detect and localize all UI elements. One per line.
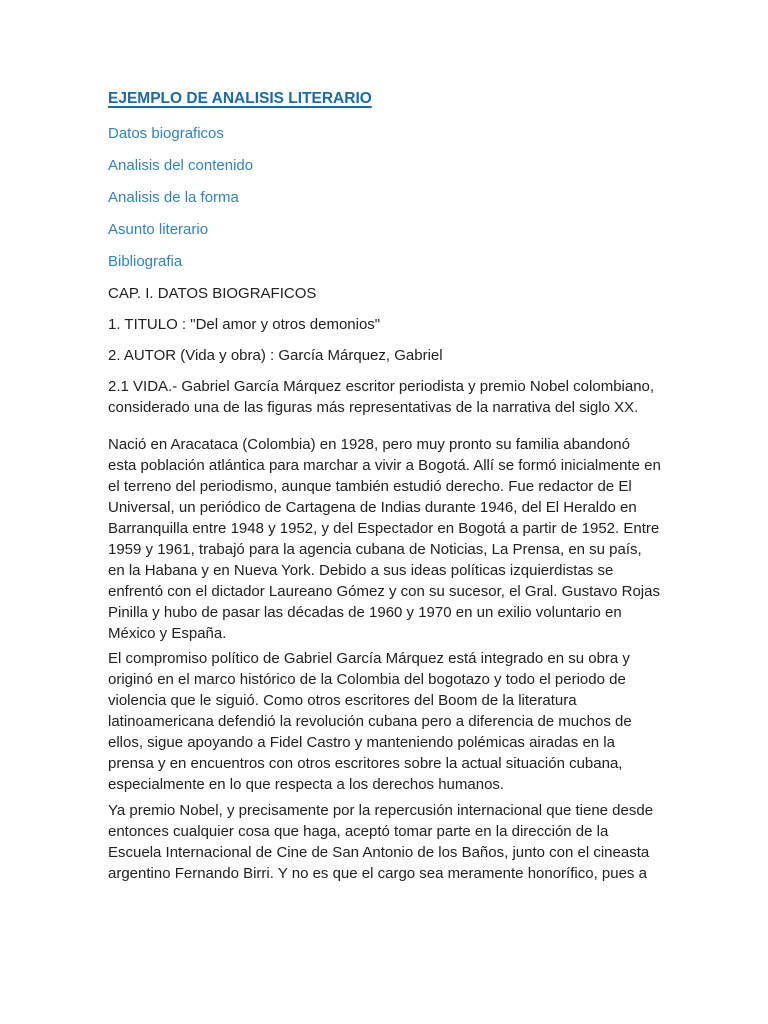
toc-link-analisis-del-contenido[interactable]: Analisis del contenido xyxy=(108,157,254,174)
toc-item xyxy=(108,251,662,272)
nobel-paragraph: Ya premio Nobel, y precisamente por la repercusión internacional que tiene desde entonces cualquier cosa que haga, aceptó tomar parte en la dirección de la Escuela Internacional de Cine de San Antonio de los Baños, junto con el cineasta argentino Fernando Birri. Y no es que el cargo sea meramente honorífico, pues a xyxy=(108,802,654,882)
toc-link-asunto-literario[interactable]: Asunto literario xyxy=(108,221,209,238)
chapter-heading: CAP. I. DATOS BIOGRAFICOS xyxy=(108,285,317,302)
toc-item xyxy=(108,123,662,144)
political-commitment-paragraph: El compromiso político de Gabriel García Márquez está integrado en su obra y originó en el marco histórico de la Colombia del bogotazo y todo el periodo de violencia que le siguió. Como otros escritores del Boom de la literatura latinoamericana defendió la revolución cubana pero a diferencia de muchos de ellos, sigue apoyando a Fidel Castro y manteniendo polémicas airadas en la prensa y en encuentros con otros escritores sobre la actual situación cubana, especialmente en lo que respecta a los derechos humanos. xyxy=(108,650,632,793)
author-line: 2. AUTOR (Vida y obra) : García Márquez, Gabriel xyxy=(108,347,443,364)
document-title-link[interactable]: EJEMPLO DE ANALISIS LITERARIO xyxy=(108,90,372,107)
vida-intro-paragraph: 2.1 VIDA.- Gabriel García Márquez escritor periodista y premio Nobel colombiano, considerado una de las figuras más representativas de la narrativa del siglo XX. xyxy=(108,378,655,416)
toc-item xyxy=(108,155,662,176)
toc-item xyxy=(108,187,662,208)
biography-paragraph: Nació en Aracataca (Colombia) en 1928, pero muy pronto su familia abandonó esta población atlántica para marchar a vivir a Bogotá. Allí se formó inicialmente en el terreno del periodismo, aunque también estudió derecho. Fue redactor de El Universal, un periódico de Cartagena de Indias durante 1946, del El Heraldo en Barranquilla entre 1948 y 1952, y del Espectador en Bogotá a partir de 1952. Entre 1959 y 1961, trabajó para la agencia cubana de Noticias, La Prensa, en su país, en la Habana y en Nueva York. Debido a sus ideas políticas izquierdistas se enfrentó con el dictador Laureano Gómez y con su sucesor, el Gral. Gustavo Rojas Pinilla y hubo de pasar las décadas de 1960 y 1970 en un exilio voluntario en México y España. xyxy=(108,436,661,642)
toc-link-analisis-de-la-forma[interactable]: Analisis de la forma xyxy=(108,189,239,206)
title-line: 1. TITULO : "Del amor y otros demonios" xyxy=(108,316,381,333)
toc-link-datos-biograficos[interactable]: Datos biograficos xyxy=(108,125,224,142)
toc-link-bibliografia[interactable]: Bibliografia xyxy=(108,253,183,270)
toc-item xyxy=(108,219,662,240)
page-title xyxy=(108,88,662,109)
